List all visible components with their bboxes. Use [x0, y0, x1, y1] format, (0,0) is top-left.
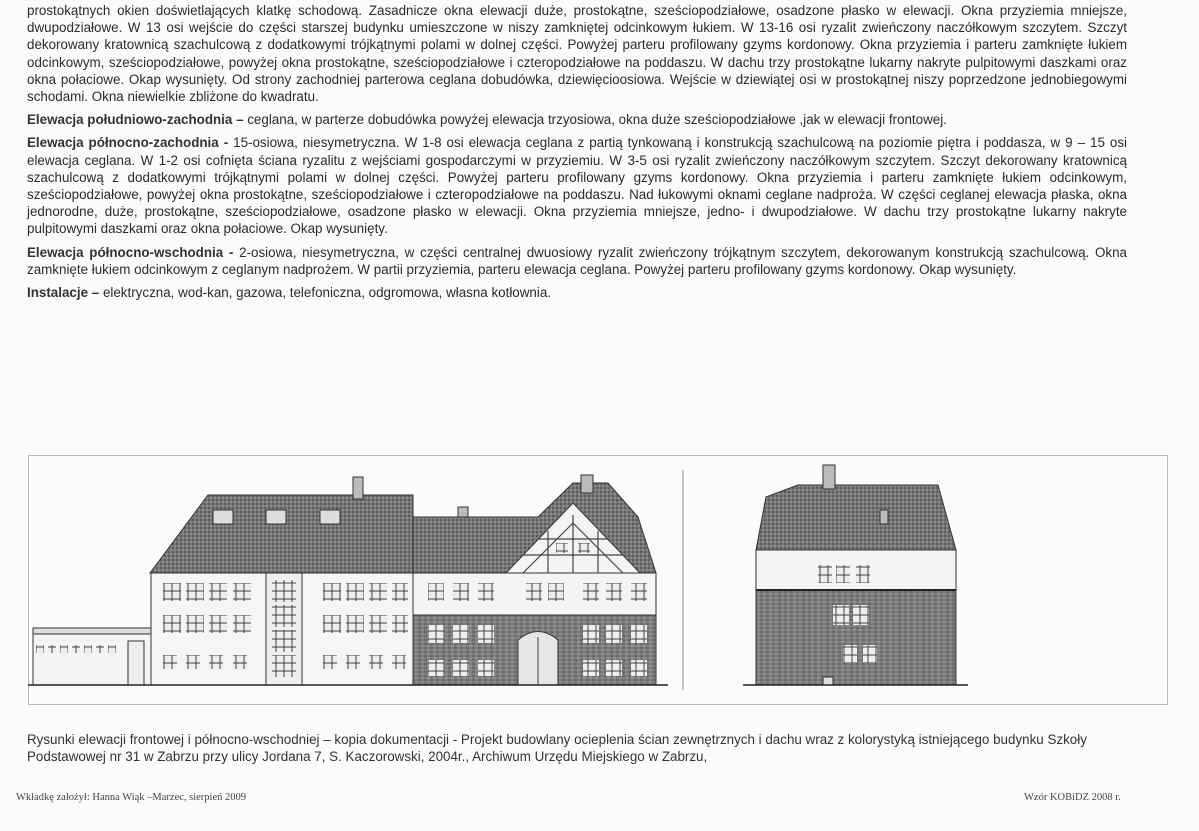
paragraph-front-elevation: prostokątnych okien doświetlających klatkę schodową. Zasadnicze okna elewacji duże, prostokątne, sześciopodziałowe, osadzone płasko w elewacji. Okna przyziemia mniejsze, dwupodziałowe. W 13 osi wejście do części starszej budynku umieszczone w niszy zamkniętej odcinkowym łukiem. W 13-16 osi ryzalit zwieńczony naczółkowym szczytem. Szczyt dekorowany kratownicą szachulcową z dodatkowymi trójkątnymi polami w dolnej części. Powyżej parteru profilowany gzyms kordonowy. Okna przyziemia i parteru zamknięte łukiem odcinkowym, sześciopodziałowe, powyżej okna prostokątne, sześciopodziałowe i czteropodziałowe na poddaszu. W dachu trzy prostokątne lukarny nakryte pulpitowymi daszkami oraz okna połaciowe. Okap wysunięty. Od strony zachodniej parterowa ceglana dobudówka, dziewięcioosiowa. Wejście w dziewiątej osi w prostokątnej niszy poprzedzone jednobiegowymi schodami. Okna niewielkie zbliżone do kwadratu. [27, 3, 1127, 105]
paragraph-northwest-elevation: Elewacja północno-zachodnia - 15-osiowa, niesymetryczna. W 1-8 osi elewacja ceglana z partią tynkowaną i konstrukcją szachulcową na poziomie piętra i poddasza, w 9 – 15 osi elewacja ceglana. W 1-2 osi cofnięta ściana ryzalitu z wejściami gospodarczymi w przyziemiu. W 3-5 osi ryzalit zwieńczony naczółkowym szczytem. Szczyt dekorowany kratownicą szachulcową z dodatkowymi trójkątnymi polami w dolnej części. Powyżej parteru profilowany gzyms kordonowy. Okna przyziemia i parteru zamknięte łukiem odcinkowym, sześciopodziałowe, powyżej okna prostokątne, sześciopodziałowe i czteropodziałowe na poddaszu. Nad łukowymi oknami ceglane nadproża. W części ceglanej elewacja płaska, okna jednorodne, duże, prostokątne, sześciopodziałowe, osadzone płasko w elewacji. Okna przyziemia mniejsze, jedno- i dwupodziałowe. W dachu trzy prostokątne lukarny nakryte pulpitowymi daszkami oraz okna połaciowe. Okap wysunięty. [27, 135, 1127, 237]
footer-author: Wkładkę założył: Hanna Wiąk –Marzec, sierpień 2009 [16, 792, 247, 803]
footer-template: Wzór KOBiDZ 2008 r. [1024, 792, 1121, 803]
figure-caption: Rysunki elewacji frontowej i północno-wschodniej – kopia dokumentacji - Projekt budowlany ocieplenia ścian zewnętrznych i dachu wraz z kolorystyką istniejącego budynku Szkoły Podstawowej nr 31 w Zabrzu przy ulicy Jordana 7, S. Kaczorowski, 2004r., Archiwum Urzędu Miejskiego w Zabrzu, [27, 732, 1087, 764]
elevation-drawings [28, 455, 1168, 705]
elevation-drawings-svg [28, 455, 1168, 705]
ne-brick-wall [756, 590, 956, 685]
description-text [27, 2, 1127, 307]
paragraph-southwest-elevation: Elewacja południowo-zachodnia – ceglana, w parterze dobudówka powyżej elewacja trzyosiowa, okna duże sześciopodziałowe ,jak w elewacji frontowej. [27, 112, 947, 128]
paragraph-northeast-elevation: Elewacja północno-wschodnia - 2-osiowa, niesymetryczna, w części centralnej dwuosiowy ryzalit zwieńczony trójkątnym szczytem, dekorowanym konstrukcją szachulcową. Okna zamknięte łukiem odcinkowym z ceglanym nadprożem. W partii przyziemia, parteru elewacja ceglana. Powyżej parteru profilowany gzyms kordonowy. Okap wysunięty. [27, 244, 1127, 277]
main-roof [150, 495, 413, 573]
northeast-elevation-drawing [743, 465, 968, 685]
ne-roof [756, 485, 956, 550]
front-elevation-drawing [28, 475, 668, 685]
paragraph-installations: Instalacje – elektryczna, wod-kan, gazowa, telefoniczna, odgromowa, własna kotłownia. [27, 285, 552, 301]
